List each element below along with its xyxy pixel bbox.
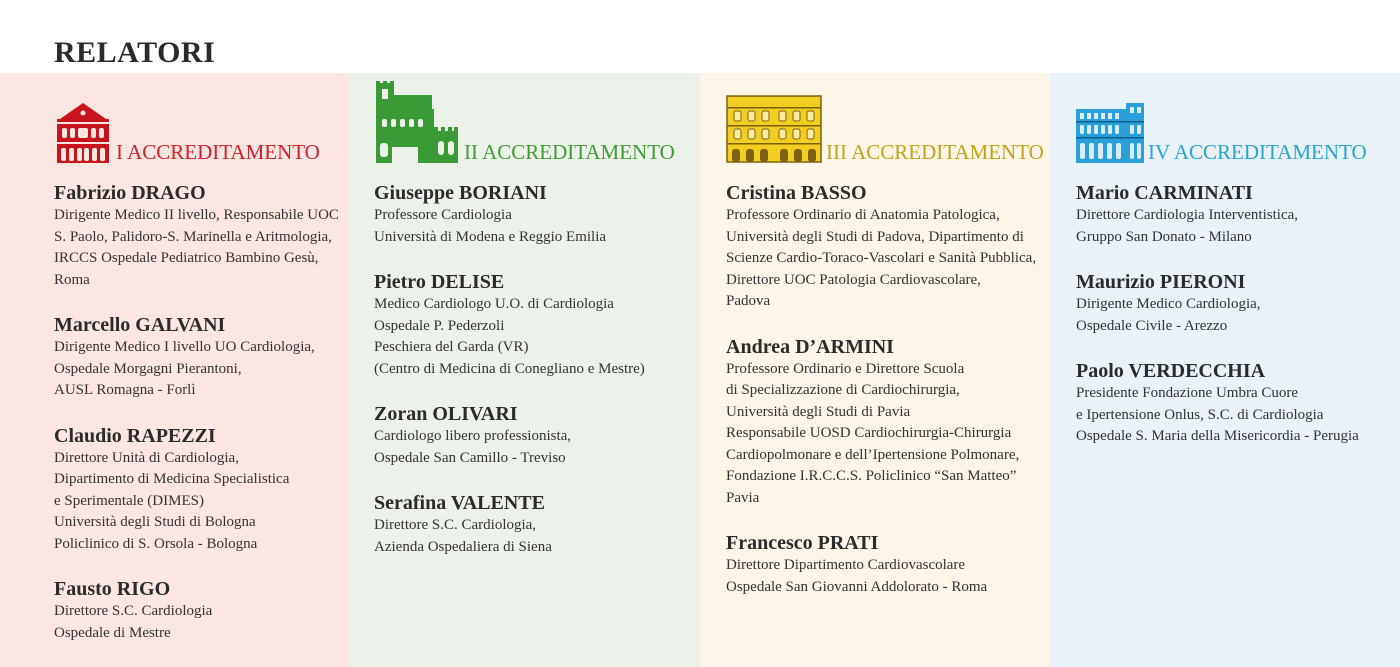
speaker-card bbox=[374, 402, 700, 469]
speaker-card bbox=[374, 491, 700, 558]
speaker-card bbox=[374, 270, 700, 380]
column-2-header bbox=[374, 97, 700, 163]
column-4 bbox=[1050, 73, 1400, 667]
column-2 bbox=[350, 73, 700, 667]
speaker-card bbox=[1076, 270, 1400, 337]
column-3-title: III ACCREDITAMENTO bbox=[826, 140, 1044, 164]
speaker-name: Cristina BASSO bbox=[726, 182, 867, 204]
speaker-card bbox=[374, 181, 700, 248]
speaker-card bbox=[54, 577, 350, 644]
column-1-header bbox=[54, 97, 350, 163]
speaker-role: Professore Ordinario e Direttore Scuola di Specializzazione di Cardiochirurgia, Università degli Studi di Pavia Responsabile UOSD Cardiochirurgia-Chirurgia Cardiopolmonare e dell’Ipertensione Polmonare, Fondazione I.R.C.C.S. Policlinico “San Matteo” Pavia bbox=[726, 360, 1020, 506]
speaker-name: Pietro DELISE bbox=[374, 271, 505, 293]
speaker-role: Dirigente Medico II livello, Responsabile UOC S. Paolo, Palidoro-S. Marinella e Aritmologia, IRCCS Ospedale Pediatrico Bambino Gesù, Roma bbox=[54, 207, 339, 288]
red-theater-building-icon bbox=[54, 97, 112, 163]
green-castle-icon bbox=[374, 81, 460, 163]
column-3-header bbox=[726, 97, 1050, 163]
speaker-role: Dirigente Medico Cardiologia, Ospedale Civile - Arezzo bbox=[1076, 296, 1261, 334]
column-2-title: II ACCREDITAMENTO bbox=[464, 140, 675, 164]
speaker-name: Serafina VALENTE bbox=[374, 492, 545, 514]
speaker-card bbox=[726, 181, 1050, 313]
speaker-role: Direttore Unità di Cardiologia, Dipartimento di Medicina Specialistica e Sperimentale (DIMES) Università degli Studi di Bologna Policlinico di S. Orsola - Bologna bbox=[54, 449, 290, 552]
speaker-card bbox=[1076, 181, 1400, 248]
speaker-name: Andrea D’ARMINI bbox=[726, 335, 894, 358]
speaker-name: Marcello GALVANI bbox=[54, 314, 226, 336]
speaker-card bbox=[726, 531, 1050, 598]
speaker-role: Dirigente Medico I livello UO Cardiologia, Ospedale Morgagni Pierantoni, AUSL Romagna - Forlì bbox=[54, 339, 315, 398]
speaker-card bbox=[726, 335, 1050, 510]
speaker-role: Professore Cardiologia Università di Modena e Reggio Emilia bbox=[374, 207, 607, 245]
speaker-name: Fabrizio DRAGO bbox=[54, 182, 206, 204]
speaker-role: Presidente Fondazione Umbra Cuore e Ipertensione Onlus, S.C. di Cardiologia Ospedale S. Maria della Misericordia - Perugia bbox=[1076, 385, 1359, 444]
column-4-title: IV ACCREDITAMENTO bbox=[1148, 140, 1367, 164]
speaker-card bbox=[1076, 359, 1400, 448]
speaker-role: Direttore S.C. Cardiologia, Azienda Ospedaliera di Siena bbox=[374, 517, 552, 555]
speaker-role: Professore Ordinario di Anatomia Patologica, Università degli Studi di Padova, Dipartimento di Scienze Cardio-Toraco-Vascolari e Sanità Pubblica, Direttore UOC Patologia Cardiovascolare, Padova bbox=[726, 207, 1037, 309]
speaker-name: Giuseppe BORIANI bbox=[374, 182, 547, 204]
speakers-columns bbox=[0, 73, 1400, 667]
speaker-role: Direttore S.C. Cardiologia Ospedale di Mestre bbox=[54, 603, 213, 641]
speaker-name: Claudio RAPEZZI bbox=[54, 424, 216, 447]
speaker-name: Zoran OLIVARI bbox=[374, 403, 518, 425]
speaker-name: Maurizio PIERONI bbox=[1076, 271, 1246, 293]
speaker-card bbox=[54, 313, 350, 402]
column-1-title: I ACCREDITAMENTO bbox=[116, 140, 320, 164]
speaker-role: Medico Cardiologo U.O. di Cardiologia Ospedale P. Pederzoli Peschiera del Garda (VR) (Centro di Medicina di Conegliano e Mestre) bbox=[374, 296, 645, 377]
speaker-name: Paolo VERDECCHIA bbox=[1076, 360, 1266, 382]
speaker-card bbox=[54, 424, 350, 556]
yellow-palace-icon bbox=[726, 95, 822, 163]
speaker-role: Direttore Dipartimento Cardiovascolare Ospedale San Giovanni Addolorato - Roma bbox=[726, 557, 988, 595]
speaker-role: Cardiologo libero professionista, Ospedale San Camillo - Treviso bbox=[374, 428, 572, 466]
speaker-role: Direttore Cardiologia Interventistica, Gruppo San Donato - Milano bbox=[1076, 207, 1299, 245]
column-4-header bbox=[1076, 97, 1400, 163]
speaker-name: Mario CARMINATI bbox=[1076, 182, 1253, 204]
page-title: RELATORI bbox=[54, 36, 216, 69]
speaker-name: Francesco PRATI bbox=[726, 532, 879, 554]
speaker-card bbox=[54, 181, 350, 291]
column-1 bbox=[0, 73, 350, 667]
column-3 bbox=[700, 73, 1050, 667]
speaker-name: Fausto RIGO bbox=[54, 578, 171, 600]
blue-palazzo-icon bbox=[1076, 103, 1144, 163]
